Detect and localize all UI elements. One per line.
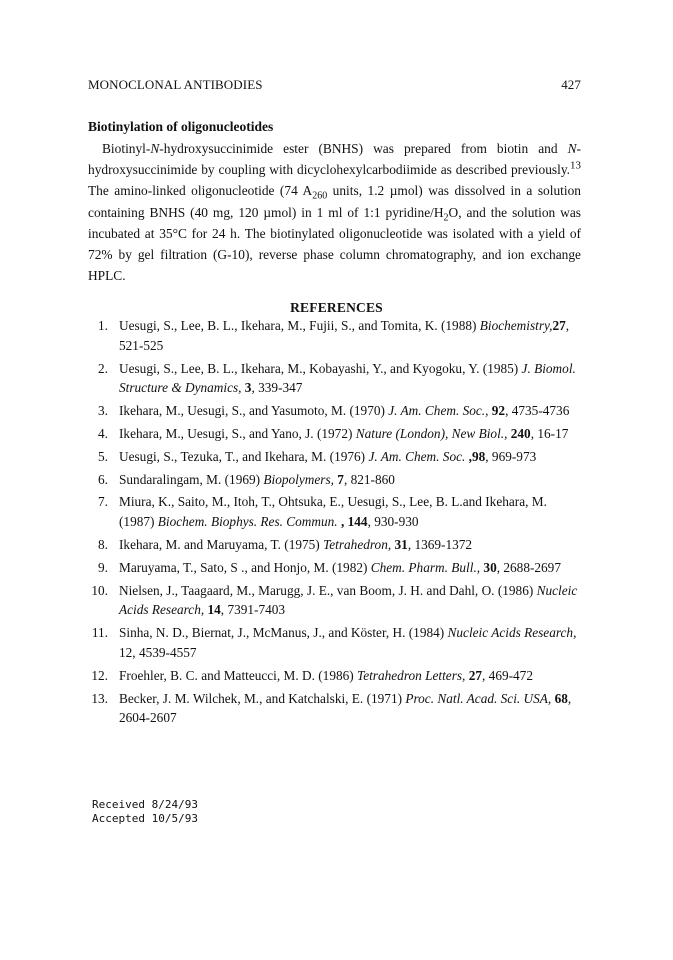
reference-item (86, 316, 582, 356)
para-text: O, and the solution was incubated at 35°C for 24 h. The biotinylated oligonucleotide was isolated with a yield of 72% by gel filtration (G-10), reverse phase column chromatography, and ion exchange HPLC. (88, 204, 581, 284)
reference-text (119, 424, 582, 444)
section-heading: Biotinylation of oligonucleotides (88, 119, 274, 134)
reference-journal: Biochemistry, (479, 318, 553, 333)
reference-pages: , 16-17 (530, 425, 569, 441)
reference-volume: ,98 (465, 448, 486, 464)
reference-pages: , 469-472 (482, 667, 533, 683)
reference-number: 12. (91, 667, 108, 683)
reference-volume: 240 (507, 425, 531, 441)
reference-authors: Ikehara, M., Uesugi, S., and Yasumoto, M. (1970) (119, 403, 389, 419)
reference-item (86, 470, 582, 490)
reference-authors: Miura, K., Saito, M., Itoh, T., Ohtsuka, E., Uesugi, S., Lee, B. L.and Ikehara, M. (1987) (119, 494, 547, 530)
journal-title: MONOCLONAL ANTIBODIES (88, 77, 263, 92)
reference-volume: 30 (480, 559, 497, 575)
body-paragraph (88, 138, 581, 286)
reference-number: 1. (98, 318, 108, 333)
reference-item (86, 535, 582, 555)
reference-text (119, 623, 582, 663)
reference-item (86, 689, 582, 729)
reference-number: 5. (98, 448, 108, 464)
reference-authors: Uesugi, S., Lee, B. L., Ikehara, M., Kobayashi, Y., and Kyogoku, Y. (1985) (119, 360, 522, 376)
reference-authors: Ikehara, M., Uesugi, S., and Yano, J. (1972) (119, 425, 356, 441)
reference-pages: , 2688-2697 (496, 559, 561, 575)
reference-journal: J. Am. Chem. Soc., (388, 403, 489, 419)
para-italic-n: N (150, 141, 160, 156)
para-text: -hydroxysuccinimide by coupling with dicyclohexylcarbodiimide as described previously. (88, 141, 581, 178)
reference-number: 6. (98, 471, 108, 487)
reference-item (86, 447, 582, 467)
reference-journal: J. Am. Chem. Soc. (368, 448, 466, 464)
reference-text (119, 316, 582, 356)
reference-text (119, 359, 582, 399)
reference-pages: , 521-525 (119, 318, 570, 353)
reference-journal: Nucleic Acids Research, (447, 625, 577, 641)
reference-journal: J. Biomol. Structure & Dynamics, (119, 360, 576, 396)
reference-text (119, 689, 582, 729)
reference-authors: Uesugi, S., Lee, B. L., Ikehara, M., Fujii, S., and Tomita, K. (1988) (119, 318, 480, 333)
reference-text (119, 470, 582, 490)
reference-text (119, 535, 582, 555)
reference-item (86, 558, 582, 578)
reference-journal: Tetrahedron Letters, (357, 667, 466, 683)
reference-authors: Nielsen, J., Taagaard, M., Marugg, J. E., van Boom, J. H. and Dahl, O. (1986) (119, 582, 537, 598)
reference-volume: 14 (204, 602, 221, 618)
reference-item (86, 666, 582, 686)
reference-text (119, 558, 582, 578)
reference-journal: Proc. Natl. Acad. Sci. USA, (405, 690, 552, 706)
reference-journal: Nucleic Acids Research, (119, 582, 578, 618)
water-subscript: 2 (443, 212, 449, 224)
accepted-date: Accepted 10/5/93 (92, 812, 198, 825)
reference-text (119, 581, 582, 621)
reference-authors: Sinha, N. D., Biernat, J., McManus, J., and Köster, H. (1984) (119, 625, 448, 641)
reference-pages: , 4735-4736 (505, 403, 570, 419)
reference-pages: , 2604-2607 (119, 690, 572, 726)
reference-volume: 27 (552, 318, 566, 333)
reference-journal: Tetrahedron, (323, 536, 392, 552)
para-text: units, 1.2 µmol) was dissolved in a solution containing BNHS (40 mg, 120 µmol) in 1 ml of 1:1 pyridine/H (88, 183, 581, 220)
reference-text (119, 492, 582, 532)
reference-pages: , 1369-1372 (407, 536, 473, 552)
reference-number: 8. (98, 536, 108, 552)
reference-pages: , 969-973 (485, 448, 537, 464)
reference-number: 10. (91, 582, 108, 598)
reference-number: 2. (98, 360, 108, 376)
reference-item (86, 359, 582, 399)
reference-authors: Maruyama, T., Sato, S ., and Honjo, M. (1982) (119, 559, 371, 575)
para-text: Biotinyl- (102, 141, 151, 156)
reference-number: 13. (91, 690, 108, 706)
absorbance-subscript: 260 (312, 191, 328, 203)
reference-item (86, 581, 582, 621)
reference-number: 4. (98, 425, 108, 441)
received-date: Received 8/24/93 (92, 798, 198, 811)
reference-journal: Biopolymers, (263, 471, 334, 487)
reference-authors: Ikehara, M. and Maruyama, T. (1975) (119, 536, 324, 552)
reference-pages: , 7391-7403 (220, 602, 286, 618)
reference-authors: Sundaralingam, M. (1969) (119, 471, 264, 487)
para-italic-n: N (567, 141, 577, 156)
citation-superscript: 13 (570, 159, 581, 172)
submission-dates (92, 798, 198, 826)
reference-authors: Uesugi, S., Tezuka, T., and Ikehara, M. (1976) (119, 448, 369, 464)
reference-journal: Nature (London), New Biol., (355, 425, 508, 441)
reference-number: 7. (98, 494, 108, 510)
reference-journal: Chem. Pharm. Bull., (370, 559, 481, 575)
reference-pages: , 930-930 (367, 514, 419, 530)
reference-authors: Becker, J. M. Wilchek, M., and Katchalski, E. (1971) (119, 690, 406, 706)
reference-volume: 7 (333, 471, 344, 487)
reference-number: 9. (98, 559, 108, 575)
reference-text (119, 666, 582, 686)
reference-volume: 92 (488, 403, 506, 419)
reference-pages: 12, 4539-4557 (119, 644, 197, 660)
reference-text (119, 401, 582, 421)
reference-pages: , 339-347 (251, 380, 303, 396)
reference-item (86, 401, 582, 421)
reference-volume: , 144 (337, 514, 368, 530)
reference-number: 3. (98, 403, 108, 419)
reference-item (86, 492, 582, 532)
para-text: The amino-linked oligonucleotide (74 A (88, 183, 313, 199)
reference-volume: 27 (465, 667, 483, 683)
reference-item (86, 623, 582, 663)
reference-volume: 3 (241, 380, 252, 396)
reference-list (86, 316, 582, 731)
reference-authors: Froehler, B. C. and Matteucci, M. D. (1986) (119, 667, 358, 683)
reference-journal: Biochem. Biophys. Res. Commun. (157, 514, 338, 530)
reference-text (119, 447, 582, 467)
reference-item (86, 424, 582, 444)
reference-volume: 68 (551, 690, 568, 706)
para-text: -hydroxysuccinimide ester (BNHS) was prepared from biotin and (159, 141, 568, 156)
page-number: 427 (561, 77, 581, 92)
references-heading: REFERENCES (290, 300, 383, 315)
reference-number: 11. (91, 625, 108, 641)
reference-pages: , 821-860 (343, 471, 395, 487)
reference-volume: 31 (391, 536, 408, 552)
